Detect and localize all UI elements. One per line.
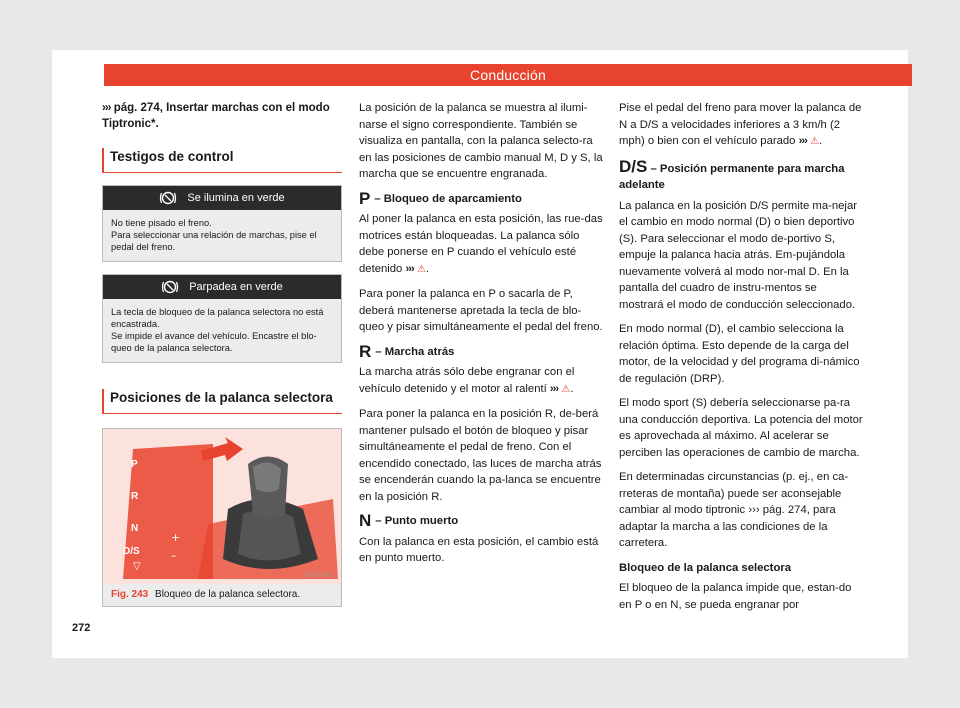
gear-label-n: N	[131, 523, 139, 534]
figure-caption	[103, 584, 341, 606]
box-line: Para seleccionar una relación de marchas, pise el pedal del freno.	[111, 230, 317, 252]
subhead-lever-lock: Bloqueo de la palanca selectora	[619, 561, 792, 574]
section-header: Conducción	[104, 64, 912, 86]
page-number: 272	[72, 622, 91, 634]
indicator-box-green-lit	[102, 185, 342, 262]
paragraph-drive-4[interactable]: En determinadas circunstancias (p. ej., en ca-rreteras de montaña) puede ser aconsejable cambiar al modo tiptronic ››› pág. 274, para adaptar la marcha a las condiciones de la carretera.	[619, 471, 849, 549]
gear-glyph-p: P	[359, 188, 371, 208]
paragraph-text: La marcha atrás sólo debe engranar con el vehículo detenido y el motor al ralentí	[359, 366, 575, 395]
reference-intro	[102, 100, 342, 132]
figure-243	[102, 428, 342, 607]
gear-label-p: P	[131, 459, 138, 470]
gear-label-r: R	[131, 491, 139, 502]
box-body	[103, 299, 341, 362]
paragraph-lever-lock: El bloqueo de la palanca impide que, estan-do en P o en N, se pueda engranar por	[619, 582, 852, 611]
subhead-neutral	[359, 513, 603, 530]
subhead-text: – Bloqueo de aparcamiento	[374, 192, 522, 205]
box-line: La tecla de bloqueo de la palanca selectora no está encastrada.	[111, 307, 324, 329]
paragraph-text: Pise el pedal del freno para mover la palanca de N a D/S a velocidades inferiores a 3 km/h (2 mph) o bien con el vehículo parado	[619, 102, 862, 147]
subhead-text: – Posición permanente para marcha adelante	[619, 162, 845, 191]
paragraph-intro: La posición de la palanca se muestra al ilumi-narse el signo correspondiente. También se visualiza en pantalla, con la palanca selecto-ra en las posiciones de cambio manual M, D y S, la marcha que se encuentre engranada.	[359, 102, 603, 180]
gear-glyph-r: R	[359, 341, 372, 361]
box-title: Se ilumina en verde	[187, 192, 285, 204]
paragraph-drive-1: La palanca en la posición D/S permite ma-nejar el cambio en modo normal (D) o bien deportivo (S). Para seleccionar el modo de-portivo S, empuje la palanca hacia atrás. Em-pujándola nuevamente volverá al modo nor-mal D. En la pantalla del cuadro de instru-mentos se mostrará el modo de conducción seleccionado.	[619, 199, 857, 311]
svg-text:▽: ▽	[133, 561, 141, 572]
subhead-drive	[619, 156, 863, 194]
gear-label-ds: D/S	[123, 546, 140, 557]
manual-page	[52, 50, 908, 658]
box-header	[103, 186, 341, 210]
paragraph-parking-2: Para poner la palanca en P o sacarla de P, deberá mantenerse apretada la tecla de blo-queo y pisar simultáneamente el pedal del freno.	[359, 288, 603, 333]
gear-lever-drawing	[103, 429, 341, 584]
paragraph-drive-2: En modo normal (D), el cambio selecciona la relación óptima. Esto depende de la carga del motor, de la velocidad y del programa di-námico de regulación (DRP).	[619, 323, 860, 385]
section-title-control-lights: Testigos de control	[102, 148, 342, 173]
warning-triangle-icon: ⚠	[416, 263, 426, 275]
svg-text:–: –	[171, 549, 177, 562]
box-line: No tiene pisado el freno.	[111, 218, 212, 228]
reference-link[interactable]: pág. 274, Insertar marchas con el modo Tiptronic*.	[102, 102, 330, 130]
gear-glyph-ds: D/S	[619, 156, 648, 176]
box-title: Parpadea en verde	[189, 281, 283, 293]
paragraph-neutral: Con la palanca en esta posición, el cambio está en punto muerto.	[359, 535, 599, 564]
column-left	[102, 100, 342, 607]
subhead-text: – Marcha atrás	[375, 345, 455, 358]
subhead-text: – Punto muerto	[375, 515, 459, 527]
subhead-reverse	[359, 341, 603, 361]
box-line: Se impide el avance del vehículo. Encastre el blo-queo de la palanca selectora.	[111, 331, 317, 353]
paragraph-reverse-1: La marcha atrás sólo debe engranar con el vehículo detenido y el motor al ralentí ››› ⚠.	[359, 366, 575, 395]
brake-lever-icon	[161, 280, 179, 294]
paragraph-brake-shift: Pise el pedal del freno para mover la palanca de N a D/S a velocidades inferiores a 3 km/h (2 mph) o bien con el vehículo parado ››› ⚠.	[619, 102, 862, 147]
lever-illustration	[103, 429, 341, 584]
paragraph-parking-1: Al poner la palanca en esta posición, las rue-das motrices están bloqueadas. La palanca sólo debe ponerse en P cuando el vehículo esté detenido ››› ⚠.	[359, 213, 603, 275]
warning-triangle-icon: ⚠	[810, 136, 820, 147]
column-middle	[359, 100, 603, 575]
svg-text:+: +	[171, 531, 181, 544]
brake-lever-icon	[159, 191, 177, 205]
paragraph-drive-3: El modo sport (S) debería seleccionarse pa-ra una conducción deportiva. La potencia del motor es aprovechada al máximo. Al acelerar se perciben las operaciones de cambio de marcha.	[619, 397, 863, 459]
indicator-box-green-blink	[102, 274, 342, 363]
figure-caption-text: Bloqueo de la palanca selectora.	[155, 589, 301, 600]
subhead-parking	[359, 188, 603, 208]
column-right	[619, 100, 863, 621]
box-body	[103, 210, 341, 261]
gear-glyph-n: N	[359, 511, 372, 531]
figure-number: Fig. 243	[111, 589, 149, 600]
cross-ref-arrows: ›››	[102, 102, 111, 114]
section-title-lever-positions: Posiciones de la palanca selectora	[102, 389, 342, 414]
paragraph-text: Al poner la palanca en esta posición, las rue-das motrices están bloqueadas. La palanca sólo debe ponerse en P cuando el vehículo esté detenido	[359, 213, 603, 275]
paragraph-reverse-2: Para poner la palanca en la posición R, de-berá mantener pulsado el botón de bloqueo y pisar simultáneamente el pedal de freno. Con el encendido conectado, las luces de marcha atrás se encenderán cuando la pa-lanca se encuentre en la posición R.	[359, 408, 602, 503]
warning-triangle-icon: ⚠	[561, 383, 571, 395]
figure-code: B57-0206	[303, 572, 333, 579]
box-header	[103, 275, 341, 299]
